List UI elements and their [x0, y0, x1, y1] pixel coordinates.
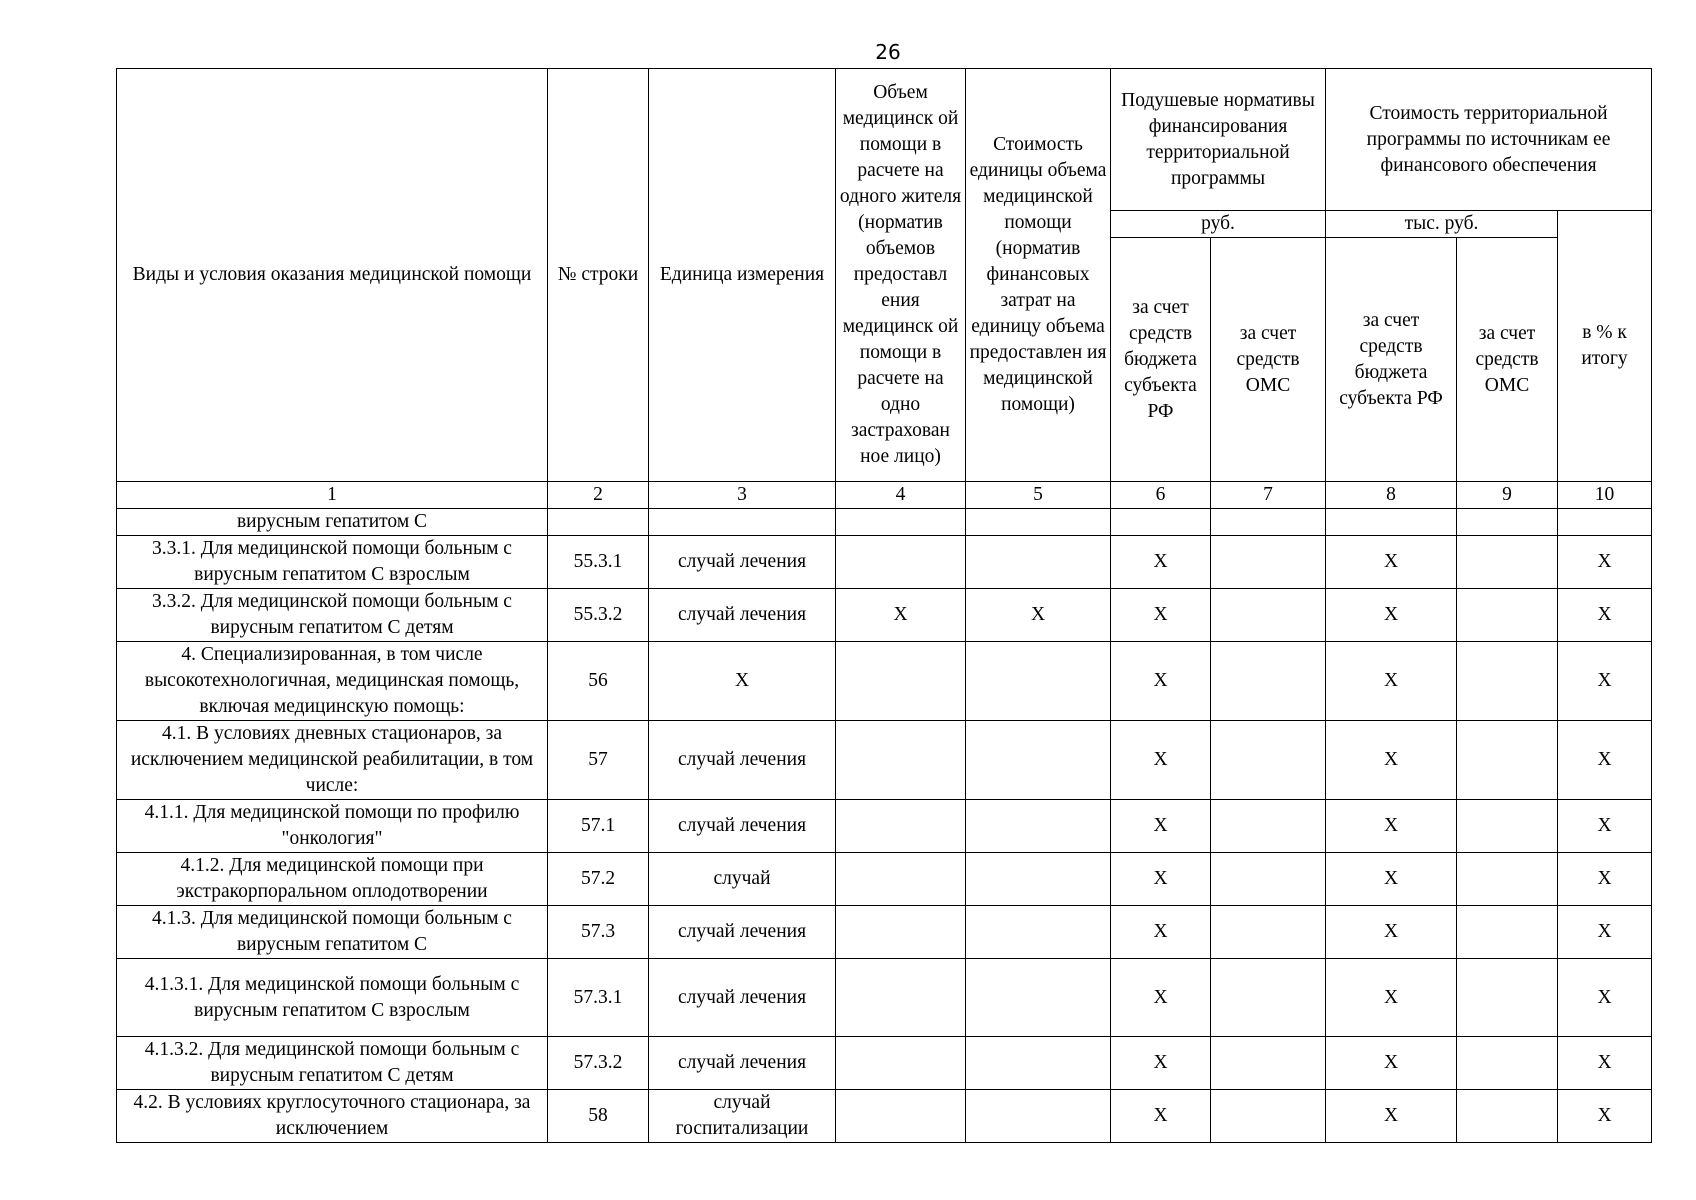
row-cost-cell: [966, 1037, 1111, 1090]
row-oms-norm-cell: [1211, 906, 1326, 959]
row-unit-cell: случай: [649, 853, 836, 906]
row-budget-cost-cell: X: [1326, 1090, 1457, 1143]
row-line-cell: 55.3.2: [548, 589, 649, 642]
header-unit-thousand-rub: тыс. руб.: [1326, 211, 1558, 238]
column-number: 5: [966, 482, 1111, 509]
row-oms-norm-cell: [1211, 959, 1326, 1037]
column-number: 8: [1326, 482, 1457, 509]
header-col7: за счет средств ОМС: [1211, 238, 1326, 482]
row-cost-cell: [966, 853, 1111, 906]
row-volume-cell: X: [836, 589, 966, 642]
table-row: [117, 536, 1652, 589]
row-budget-cost-cell: [1326, 509, 1457, 536]
row-volume-cell: [836, 536, 966, 589]
row-cost-cell: [966, 800, 1111, 853]
row-volume-cell: [836, 1037, 966, 1090]
row-cost-cell: [966, 906, 1111, 959]
row-oms-cost-cell: [1457, 642, 1558, 721]
row-line-cell: 57.3.1: [548, 959, 649, 1037]
header-col8: за счет средств бюджета субъекта РФ: [1326, 238, 1457, 482]
row-oms-cost-cell: [1457, 509, 1558, 536]
row-percent-cell: X: [1558, 721, 1652, 800]
row-cost-cell: [966, 721, 1111, 800]
row-volume-cell: [836, 509, 966, 536]
row-percent-cell: X: [1558, 906, 1652, 959]
header-col1: Виды и условия оказания медицинской помощи: [117, 69, 548, 482]
row-budget-cost-cell: X: [1326, 906, 1457, 959]
row-oms-cost-cell: [1457, 853, 1558, 906]
row-cost-cell: [966, 536, 1111, 589]
column-number: 9: [1457, 482, 1558, 509]
row-line-cell: 57.2: [548, 853, 649, 906]
row-name-cell: 4.1.3. Для медицинской помощи больным с вирусным гепатитом С: [117, 906, 548, 959]
financing-table: [116, 68, 1652, 1143]
row-name-cell: вирусным гепатитом С: [117, 509, 548, 536]
column-number: 3: [649, 482, 836, 509]
header-col5: Стоимость единицы объема медицинской помощи (норматив финансовых затрат на единицу объема предоставлен ия медицинской помощи): [966, 69, 1111, 482]
row-budget-cost-cell: X: [1326, 853, 1457, 906]
row-volume-cell: [836, 959, 966, 1037]
row-percent-cell: X: [1558, 959, 1652, 1037]
header-col4: Объем медицинск ой помощи в расчете на одного жителя (норматив объемов предоставл ения медицинск ой помощи в расчете на одно застрахован ное лицо): [836, 69, 966, 482]
row-unit-cell: случай лечения: [649, 721, 836, 800]
row-budget-cost-cell: X: [1326, 959, 1457, 1037]
row-name-cell: 4.1.3.1. Для медицинской помощи больным с вирусным гепатитом С взрослым: [117, 959, 548, 1037]
header-col9: за счет средств ОМС: [1457, 238, 1558, 482]
row-line-cell: 55.3.1: [548, 536, 649, 589]
table-row: [117, 642, 1652, 721]
row-percent-cell: X: [1558, 642, 1652, 721]
row-oms-norm-cell: [1211, 1090, 1326, 1143]
row-oms-norm-cell: [1211, 800, 1326, 853]
column-number: 6: [1111, 482, 1211, 509]
row-oms-cost-cell: [1457, 1037, 1558, 1090]
row-unit-cell: случай лечения: [649, 800, 836, 853]
row-line-cell: 57.3: [548, 906, 649, 959]
row-volume-cell: [836, 1090, 966, 1143]
row-budget-cost-cell: X: [1326, 642, 1457, 721]
page-number: 26: [875, 40, 901, 64]
column-number: 2: [548, 482, 649, 509]
row-unit-cell: случай лечения: [649, 1037, 836, 1090]
row-cost-cell: [966, 1090, 1111, 1143]
row-budget-norm-cell: X: [1111, 721, 1211, 800]
column-number: 7: [1211, 482, 1326, 509]
table-row: [117, 853, 1652, 906]
row-percent-cell: X: [1558, 853, 1652, 906]
table-row: [117, 589, 1652, 642]
table-row: [117, 509, 1652, 536]
row-cost-cell: X: [966, 589, 1111, 642]
row-cost-cell: [966, 959, 1111, 1037]
row-line-cell: 57: [548, 721, 649, 800]
row-volume-cell: [836, 721, 966, 800]
row-budget-norm-cell: X: [1111, 536, 1211, 589]
row-name-cell: 4.2. В условиях круглосуточного стационара, за исключением: [117, 1090, 548, 1143]
row-unit-cell: случай лечения: [649, 959, 836, 1037]
row-budget-cost-cell: X: [1326, 800, 1457, 853]
row-oms-cost-cell: [1457, 589, 1558, 642]
row-unit-cell: случай лечения: [649, 589, 836, 642]
column-number-row: [117, 482, 1652, 509]
row-budget-cost-cell: X: [1326, 536, 1457, 589]
table-row: [117, 906, 1652, 959]
row-oms-cost-cell: [1457, 721, 1558, 800]
table-row: [117, 959, 1652, 1037]
column-number: 4: [836, 482, 966, 509]
row-budget-norm-cell: X: [1111, 800, 1211, 853]
row-budget-norm-cell: X: [1111, 906, 1211, 959]
row-name-cell: 4.1.3.2. Для медицинской помощи больным с вирусным гепатитом С детям: [117, 1037, 548, 1090]
row-budget-norm-cell: X: [1111, 642, 1211, 721]
row-oms-cost-cell: [1457, 959, 1558, 1037]
row-line-cell: 56: [548, 642, 649, 721]
header-group-cost: Стоимость территориальной программы по источникам ее финансового обеспечения: [1326, 69, 1652, 211]
row-oms-cost-cell: [1457, 536, 1558, 589]
row-name-cell: 3.3.1. Для медицинской помощи больным с вирусным гепатитом С взрослым: [117, 536, 548, 589]
row-line-cell: 57.3.2: [548, 1037, 649, 1090]
row-oms-norm-cell: [1211, 1037, 1326, 1090]
row-line-cell: [548, 509, 649, 536]
row-budget-norm-cell: X: [1111, 1090, 1211, 1143]
row-budget-cost-cell: X: [1326, 721, 1457, 800]
row-percent-cell: X: [1558, 800, 1652, 853]
header-unit-rub: руб.: [1111, 211, 1326, 238]
table-row: [117, 1037, 1652, 1090]
row-budget-norm-cell: X: [1111, 589, 1211, 642]
table-row: [117, 800, 1652, 853]
table-row: [117, 1090, 1652, 1143]
row-oms-norm-cell: [1211, 642, 1326, 721]
row-name-cell: 3.3.2. Для медицинской помощи больным с вирусным гепатитом С детям: [117, 589, 548, 642]
row-percent-cell: [1558, 509, 1652, 536]
row-oms-norm-cell: [1211, 536, 1326, 589]
row-name-cell: 4. Специализированная, в том числе высокотехнологичная, медицинская помощь, включая медицинскую помощь:: [117, 642, 548, 721]
row-percent-cell: X: [1558, 1037, 1652, 1090]
row-volume-cell: [836, 800, 966, 853]
row-cost-cell: [966, 642, 1111, 721]
row-oms-norm-cell: [1211, 589, 1326, 642]
column-number: 10: [1558, 482, 1652, 509]
header-col10: в % к итогу: [1558, 211, 1652, 482]
row-budget-cost-cell: X: [1326, 1037, 1457, 1090]
row-budget-norm-cell: X: [1111, 959, 1211, 1037]
header-group-per-capita: Подушевые нормативы финансирования территориальной программы: [1111, 69, 1326, 211]
row-name-cell: 4.1.2. Для медицинской помощи при экстракорпоральном оплодотворении: [117, 853, 548, 906]
row-budget-norm-cell: X: [1111, 853, 1211, 906]
row-oms-norm-cell: [1211, 853, 1326, 906]
row-volume-cell: [836, 906, 966, 959]
row-oms-cost-cell: [1457, 800, 1558, 853]
row-unit-cell: случай лечения: [649, 536, 836, 589]
row-percent-cell: X: [1558, 1090, 1652, 1143]
header-col3: Единица измерения: [649, 69, 836, 482]
row-unit-cell: [649, 509, 836, 536]
row-budget-norm-cell: X: [1111, 1037, 1211, 1090]
row-line-cell: 57.1: [548, 800, 649, 853]
row-volume-cell: [836, 853, 966, 906]
row-unit-cell: случай лечения: [649, 906, 836, 959]
row-cost-cell: [966, 509, 1111, 536]
row-line-cell: 58: [548, 1090, 649, 1143]
row-oms-norm-cell: [1211, 721, 1326, 800]
table-row: [117, 721, 1652, 800]
row-percent-cell: X: [1558, 589, 1652, 642]
row-oms-cost-cell: [1457, 1090, 1558, 1143]
row-budget-norm-cell: [1111, 509, 1211, 536]
column-number: 1: [117, 482, 548, 509]
row-percent-cell: X: [1558, 536, 1652, 589]
header-col2: № строки: [548, 69, 649, 482]
row-unit-cell: случай госпитализации: [649, 1090, 836, 1143]
row-name-cell: 4.1. В условиях дневных стационаров, за исключением медицинской реабилитации, в том числе:: [117, 721, 548, 800]
row-volume-cell: [836, 642, 966, 721]
row-budget-cost-cell: X: [1326, 589, 1457, 642]
row-oms-norm-cell: [1211, 509, 1326, 536]
row-unit-cell: X: [649, 642, 836, 721]
row-oms-cost-cell: [1457, 906, 1558, 959]
header-col6: за счет средств бюджета субъекта РФ: [1111, 238, 1211, 482]
row-name-cell: 4.1.1. Для медицинской помощи по профилю "онкология": [117, 800, 548, 853]
